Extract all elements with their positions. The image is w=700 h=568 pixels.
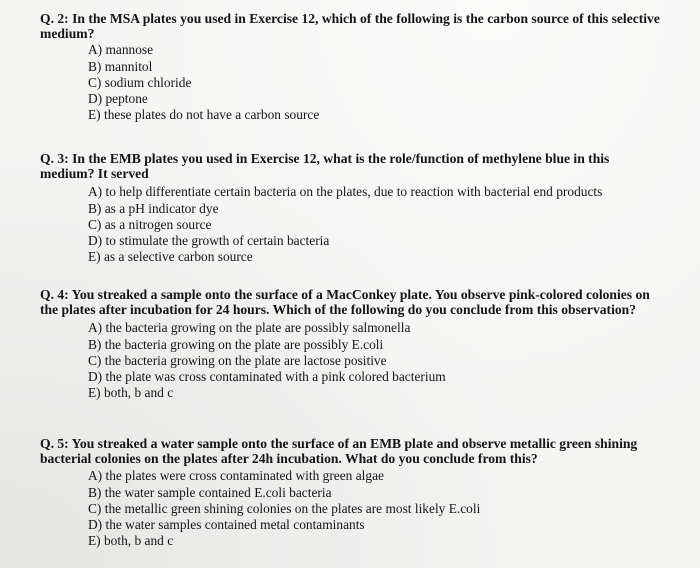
option-c: C) as a nitrogen source [88, 216, 212, 232]
question-text: Q. 3: In the EMB plates you used in Exercise 12, what is the role/function of methylene blue in this medium? It served [40, 151, 610, 182]
option-d: D) to stimulate the growth of certain bacteria [88, 232, 330, 248]
question-2 [40, 11, 660, 123]
option-b: B) the water sample contained E.coli bacteria [88, 484, 332, 500]
question-text: Q. 4: You streaked a sample onto the surface of a MacConkey plate. You observe pink-colored colonies on the plates after incubation for 24 hours. Which of the following do you conclude from this observation? [40, 287, 650, 318]
option-d: D) the water samples contained metal contaminants [88, 516, 365, 532]
option-e: E) both, b and c [88, 384, 174, 400]
option-b: B) mannitol [88, 58, 153, 74]
question-3 [40, 151, 660, 265]
option-d: D) the plate was cross contaminated with a pink colored bacterium [88, 368, 446, 384]
option-c: C) the metallic green shining colonies on the plates are most likely E.coli [88, 500, 481, 516]
option-d: D) peptone [88, 90, 148, 106]
question-4 [40, 287, 660, 401]
option-list [40, 42, 660, 122]
question-text: Q. 2: In the MSA plates you used in Exercise 12, which of the following is the carbon source of this selective medium? [40, 11, 660, 42]
question-5 [40, 436, 660, 549]
option-list [40, 468, 660, 548]
option-e: E) these plates do not have a carbon source [88, 106, 320, 122]
option-list [40, 184, 660, 264]
option-c: C) sodium chloride [88, 74, 192, 90]
option-a: A) to help differentiate certain bacteria on the plates, due to reaction with bacterial end products [88, 184, 603, 200]
option-c: C) the bacteria growing on the plate are lactose positive [88, 352, 387, 368]
option-a: A) mannose [88, 42, 154, 58]
question-text: Q. 5: You streaked a water sample onto the surface of an EMB plate and observe metallic green shining bacterial colonies on the plates after 24h incubation. What do you conclude from this? [40, 436, 638, 467]
option-a: A) the bacteria growing on the plate are possibly salmonella [88, 320, 411, 336]
option-a: A) the plates were cross contaminated with green algae [88, 468, 384, 484]
option-list [40, 320, 660, 400]
option-e: E) as a selective carbon source [88, 248, 253, 264]
option-b: B) as a pH indicator dye [88, 200, 219, 216]
option-b: B) the bacteria growing on the plate are possibly E.coli [88, 336, 384, 352]
option-e: E) both, b and c [88, 532, 174, 548]
